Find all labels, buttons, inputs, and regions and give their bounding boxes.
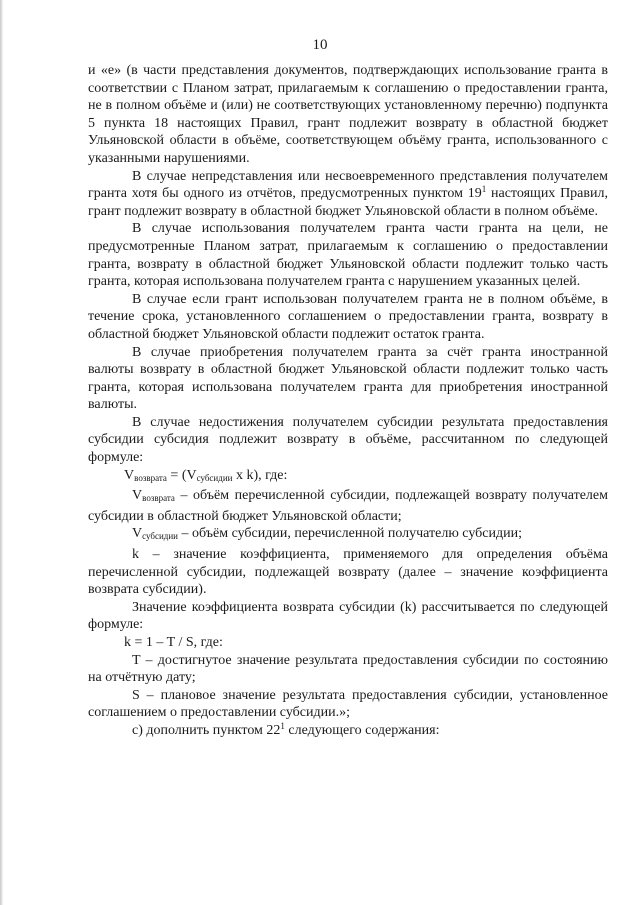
paragraph-8: [88, 722, 608, 740]
superscript-1: 1: [481, 184, 487, 195]
def-vs-symbol: V: [132, 526, 143, 542]
formula-tail: x k), где:: [232, 467, 288, 483]
superscript-2: 1: [280, 720, 285, 731]
formula-equals: = (V: [166, 467, 197, 483]
paragraph-1: и «е» (в части представления документов, подтверждающих использование гранта в соответствии с Планом затрат, прилагаемым к соглашению о предоставлении гранта, не в полном объёме и (или) не соответствующих установленному перечню) подпункта 5 пункта 18 настоящих Правил, грант подлежит возврату в областной бюджет Ульяновской области в объёме, соответствующем объёму гранта, использованного с указанными нарушениями.: [88, 63, 608, 166]
definition-s: S – плановое значение результата предоставления субсидии, установленное соглашением о предоставлении субсидии.»;: [88, 687, 608, 721]
def-v-subscript: возврата: [142, 493, 175, 504]
paragraph-4: В случае если грант использован получателем гранта не в полном объёме, в течение срока, установленного соглашением о предоставлении гранта, возврату в областной бюджет Ульяновской области подлежит остаток гранта.: [88, 291, 608, 342]
def-vs-text: – объём субсидии, перечисленной получателю субсидии;: [177, 526, 522, 542]
formula-v-symbol: V: [124, 467, 135, 483]
formula-v-subscript: возврата: [134, 472, 167, 483]
definition-k: k – значение коэффициента, применяемого для определения объёма перечисленной субсидии, подлежащей возврату (далее – значение коэффициента возврата субсидии).: [88, 547, 608, 598]
formula-return-volume: [88, 467, 608, 488]
paragraph-8-text-b: следующего содержания:: [284, 722, 440, 738]
formula-s-subscript: субсидии: [196, 472, 233, 483]
paragraph-7: Значение коэффициента возврата субсидии (k) рассчитывается по следующей формуле:: [88, 599, 608, 633]
page-number: 10: [312, 37, 328, 53]
paragraph-6: В случае недостижения получателем субсидии результата предоставления субсидии субсидия подлежит возврату в объёме, рассчитанном по следующей формуле:: [88, 414, 608, 466]
definition-v-subsidy: [88, 525, 608, 546]
paragraph-2-text-a: В случае непредставления или несвоевременного представления получателем гранта хотя бы одного из отчётов, предусмотренных пунктом 19: [88, 168, 608, 202]
paragraph-3: В случае использования получателем гранта части гранта на цели, не предусмотренные Планом затрат, прилагаемым к соглашению о предоставлении гранта, возврату в областной бюджет Ульяновской области подлежит только часть гранта, которая использована получателем гранта с нарушением указанных целей.: [88, 221, 608, 290]
definition-t: T – достигнутое значение результата предоставления субсидии по состоянию на отчётную дату;: [88, 652, 608, 686]
formula-coefficient: k = 1 – T / S, где:: [124, 635, 223, 650]
paragraph-2-text-b: настоящих Правил, грант подлежит возврату в областной бюджет Ульяновской области в полном объёме.: [88, 186, 608, 219]
page-edge-shadow: [0, 0, 3, 905]
document-body: [88, 62, 608, 740]
def-vs-subscript: субсидии: [142, 531, 178, 542]
paragraph-2: [88, 168, 608, 221]
paragraph-8-text-a: с) дополнить пунктом 22: [132, 722, 281, 738]
def-v-text: – объём перечисленной субсидии, подлежащей возврату получателем субсидии в областной бюджет Ульяновской области;: [88, 488, 608, 524]
def-v-symbol: V: [132, 488, 143, 504]
definition-v-return: [88, 487, 608, 525]
paragraph-5: В случае приобретения получателем гранта за счёт гранта иностранной валюты возврату в областной бюджет Ульяновской области подлежит только часть гранта, которая использована получателем гранта для приобретения иностранной валюты.: [88, 344, 608, 413]
